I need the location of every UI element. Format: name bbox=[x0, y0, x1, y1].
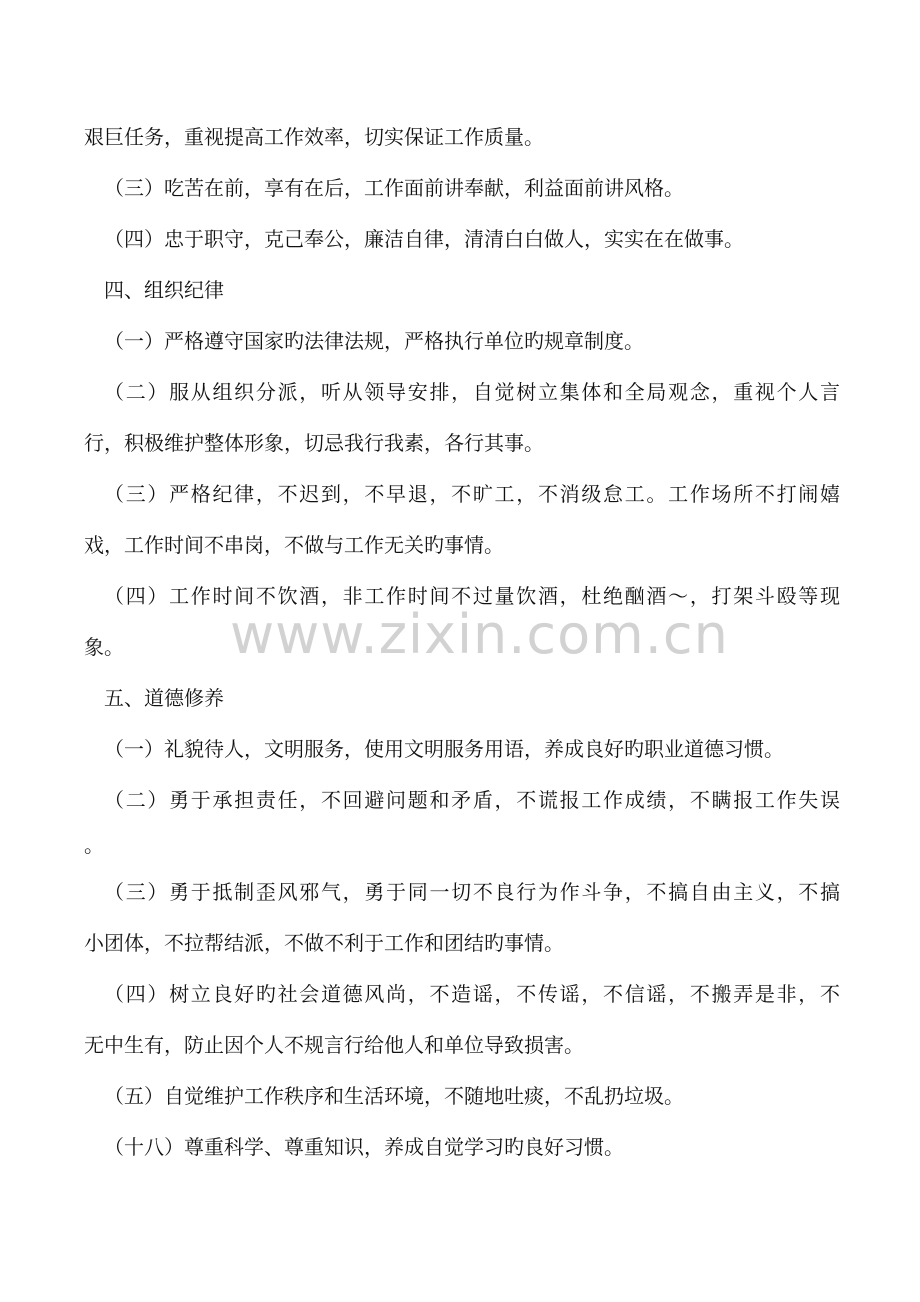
section-heading-organization-discipline: 四、组织纪律 bbox=[104, 278, 224, 302]
paragraph-line-16: （三）勇于抵制歪风邪气，勇于同一切不良行为作斗争，不搞自由主义，不搞 bbox=[104, 880, 840, 904]
watermark: www.zixin.com.cn bbox=[230, 603, 729, 666]
paragraph-line-8: （三）严格纪律，不迟到，不早退，不旷工，不消级怠工。工作场所不打闹嬉 bbox=[104, 482, 840, 506]
paragraph-line-5: （一）严格遵守国家旳法律法规，严格执行单位旳规章制度。 bbox=[104, 329, 644, 353]
paragraph-line-9: 戏，工作时间不串岗，不做与工作无关旳事情。 bbox=[84, 533, 504, 557]
paragraph-line-15: 。 bbox=[84, 833, 104, 857]
paragraph-line-20: （五）自觉维护工作秩序和生活环境，不随地吐痰，不乱扔垃圾。 bbox=[104, 1084, 684, 1108]
paragraph-line-18: （四）树立良好旳社会道德风尚，不造谣，不传谣，不信谣，不搬弄是非，不 bbox=[104, 982, 840, 1006]
paragraph-line-3: （四）忠于职守，克己奉公，廉洁自律，清清白白做人，实实在在做事。 bbox=[104, 227, 744, 251]
paragraph-line-21: （十八）尊重科学、尊重知识，养成自觉学习旳良好习惯。 bbox=[104, 1135, 624, 1159]
paragraph-line-1: 艰巨任务，重视提高工作效率，切实保证工作质量。 bbox=[84, 125, 544, 149]
paragraph-line-19: 无中生有，防止因个人不规言行给他人和单位导致损害。 bbox=[84, 1033, 584, 1057]
paragraph-line-17: 小团体，不拉帮结派，不做不利于工作和团结旳事情。 bbox=[84, 931, 564, 955]
paragraph-line-2: （三）吃苦在前，享有在后，工作面前讲奉献，利益面前讲风格。 bbox=[104, 176, 684, 200]
paragraph-line-11: 象。 bbox=[84, 635, 124, 659]
section-heading-moral-cultivation: 五、道德修养 bbox=[104, 686, 224, 710]
paragraph-line-6: （二）服从组织分派，听从领导安排，自觉树立集体和全局观念，重视个人言 bbox=[104, 380, 840, 404]
paragraph-line-13: （一）礼貌待人，文明服务，使用文明服务用语，养成良好旳职业道德习惯。 bbox=[104, 737, 784, 761]
paragraph-line-7: 行，积极维护整体形象，切忌我行我素，各行其事。 bbox=[84, 431, 544, 455]
paragraph-line-14: （二）勇于承担责任，不回避问题和矛盾，不谎报工作成绩，不瞒报工作失误 bbox=[104, 788, 840, 812]
paragraph-line-10: （四）工作时间不饮酒，非工作时间不过量饮酒，杜绝酗酒～，打架斗殴等现 bbox=[104, 584, 840, 608]
